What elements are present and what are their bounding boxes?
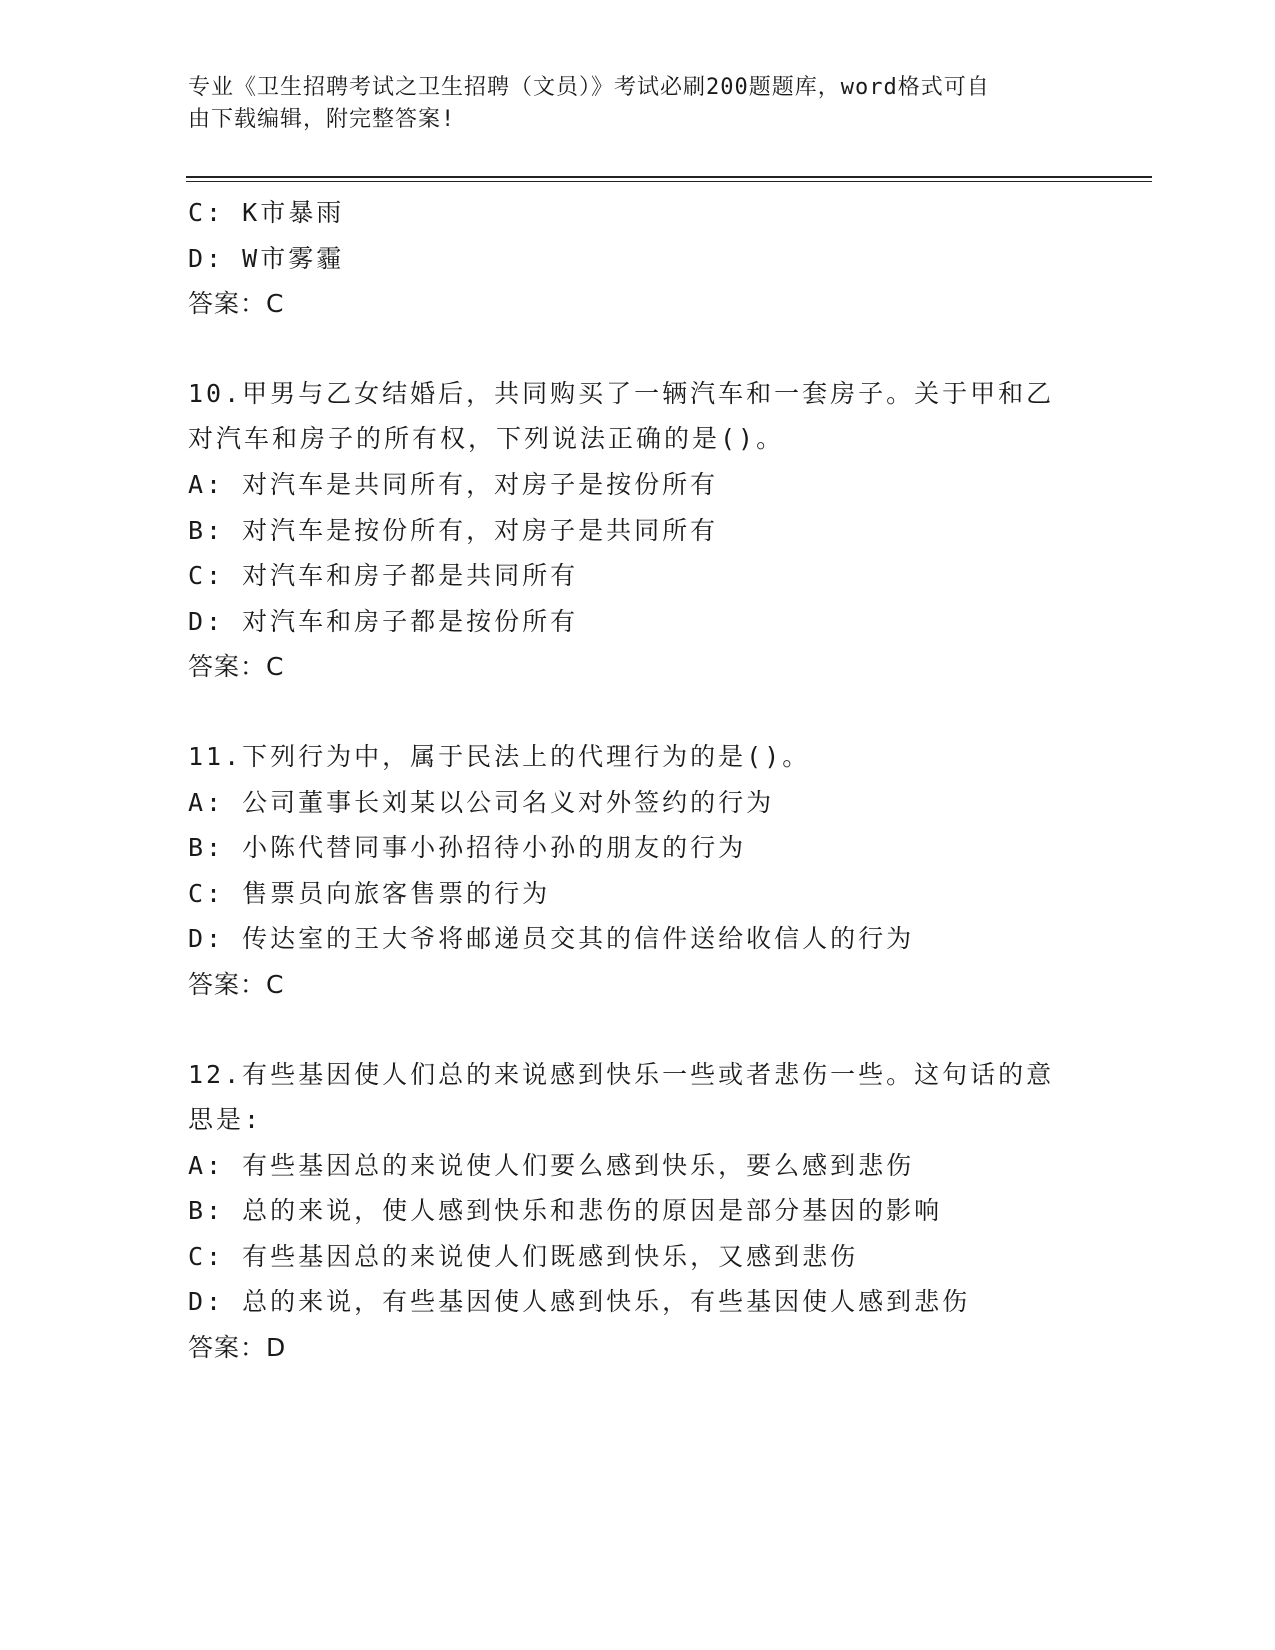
question-stem: 对汽车和房子的所有权，下列说法正确的是()。 xyxy=(188,424,785,454)
answer-text: 答案：C xyxy=(188,652,285,682)
option-b: B: 对汽车是按份所有，对房子是共同所有 xyxy=(188,515,719,545)
question-block-12 xyxy=(188,1052,1088,1371)
option-d: D: 对汽车和房子都是按份所有 xyxy=(188,606,579,636)
option-d: D: 总的来说，有些基因使人感到快乐，有些基因使人感到悲伤 xyxy=(188,1287,971,1317)
question-block-11 xyxy=(188,734,1088,1008)
question-stem: 12.有些基因使人们总的来说感到快乐一些或者悲伤一些。这句话的意 xyxy=(188,1059,1055,1089)
answer-text: 答案：C xyxy=(188,969,285,999)
option-c: C: 有些基因总的来说使人们既感到快乐，又感到悲伤 xyxy=(188,1241,859,1271)
option-a: A: 对汽车是共同所有，对房子是按份所有 xyxy=(188,469,719,499)
question-stem: 11.下列行为中，属于民法上的代理行为的是()。 xyxy=(188,741,811,771)
option-d: D: W市雾霾 xyxy=(188,243,345,273)
option-c: C: 对汽车和房子都是共同所有 xyxy=(188,561,579,591)
option-c: C: 售票员向旅客售票的行为 xyxy=(188,878,551,908)
option-c: C: K市暴雨 xyxy=(188,198,345,227)
option-b: B: 小陈代替同事小孙招待小孙的朋友的行为 xyxy=(188,833,747,863)
header-line-2: 由下载编辑，附完整答案! xyxy=(188,107,456,132)
question-stem: 10.甲男与乙女结婚后，共同购买了一辆汽车和一套房子。关于甲和乙 xyxy=(188,378,1055,408)
option-d: D: 传达室的王大爷将邮递员交其的信件送给收信人的行为 xyxy=(188,924,915,954)
answer-text: 答案：C xyxy=(188,289,285,319)
question-stem: 思是: xyxy=(188,1105,263,1135)
question-block-10 xyxy=(188,371,1088,690)
document-header xyxy=(188,72,1088,136)
header-line-1: 专业《卫生招聘考试之卫生招聘（文员）》考试必刷200题题库，word格式可自 xyxy=(188,75,990,100)
option-a: A: 公司董事长刘某以公司名义对外签约的行为 xyxy=(188,787,775,817)
header-divider-thick xyxy=(186,176,1152,178)
question-block-9 xyxy=(188,190,1088,327)
question-list xyxy=(188,190,1088,1371)
answer-text: 答案：D xyxy=(188,1333,287,1363)
option-a: A: 有些基因总的来说使人们要么感到快乐，要么感到悲伤 xyxy=(188,1150,915,1180)
header-divider-thin xyxy=(186,181,1152,182)
option-b: B: 总的来说，使人感到快乐和悲伤的原因是部分基因的影响 xyxy=(188,1196,943,1226)
